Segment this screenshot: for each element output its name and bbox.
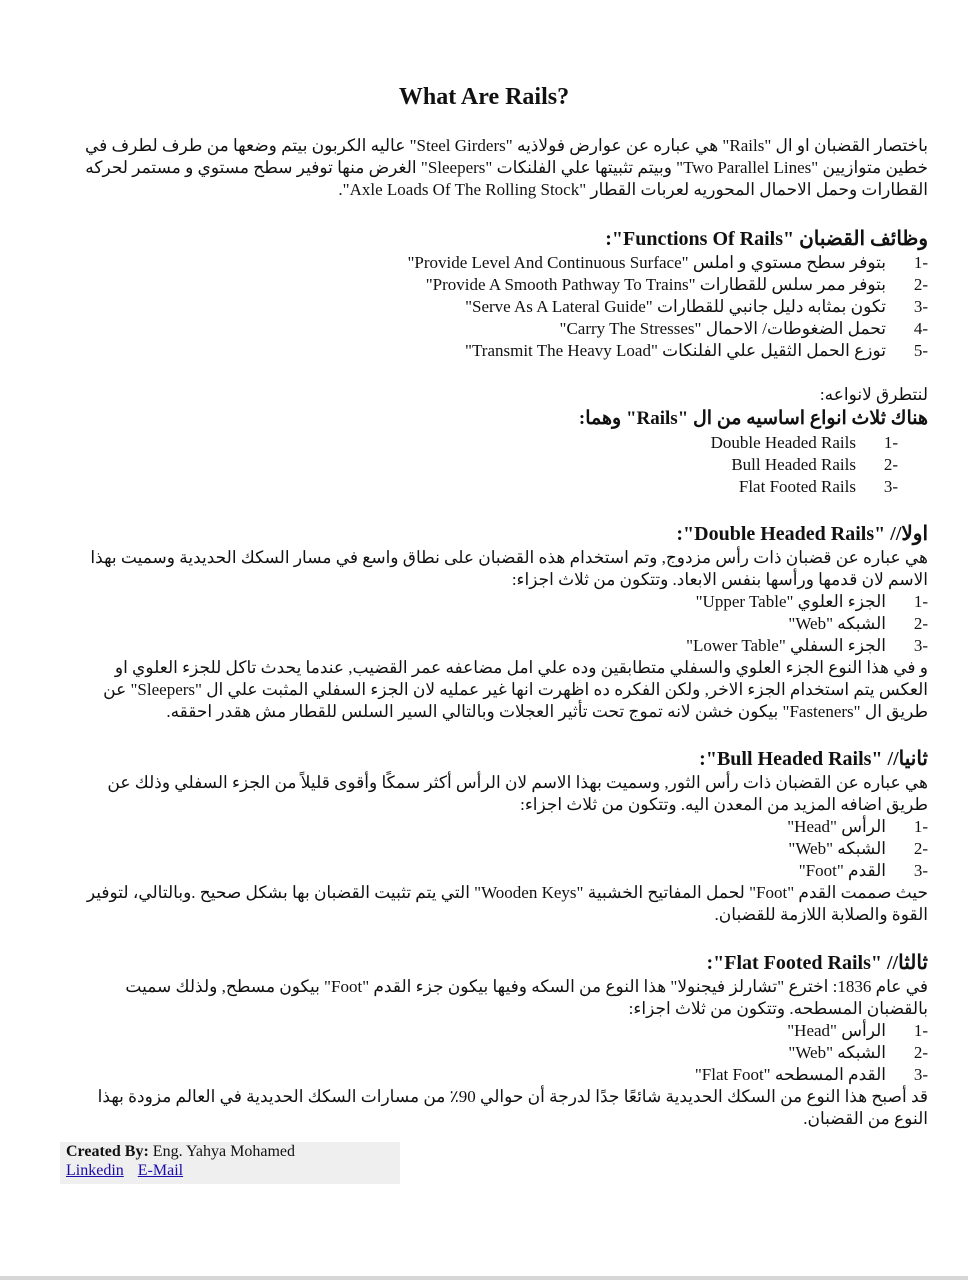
list-item-number: 3- <box>913 1065 928 1084</box>
list-item-number: 1- <box>913 1021 928 1040</box>
bull-headed-section <box>62 746 928 926</box>
linkedin-link[interactable]: Linkedin <box>66 1162 124 1179</box>
list-item-text: Double Headed Rails <box>710 433 856 452</box>
functions-list <box>62 252 928 362</box>
list-item-text: الرأس "Head" <box>787 1021 886 1040</box>
list-item-text: Flat Footed Rails <box>738 477 856 496</box>
list-item-number: 3- <box>883 477 898 496</box>
list-item-text: تكون بمثابه دليل جانبي للقطارات "Serve As A Lateral Guide" <box>465 297 886 316</box>
list-item-number: 3- <box>913 861 928 880</box>
bull-description: هي عباره عن القضبان ذات رأس الثور, وسميت بهذا الاسم لان الرأس أكثر سمكًا وأقوى قليلاً من الجزء السفلي وذلك عن طريق اضافه المزيد من المعدن اليه. وتتكون من ثلاث اجزاء: <box>107 773 928 814</box>
function-item <box>62 296 928 318</box>
list-item-number: 2- <box>913 614 928 633</box>
page-bottom-border <box>0 1276 968 1280</box>
types-heading: هناك ثلاث انواع اساسيه من ال "Rails" وهما: <box>578 408 928 429</box>
list-item-number: 3- <box>913 297 928 316</box>
list-item-text: الرأس "Head" <box>787 817 886 836</box>
created-by-label: Created By: <box>66 1143 149 1160</box>
credits-box <box>60 1142 400 1184</box>
flat-footed-section <box>62 950 928 1130</box>
types-section <box>62 384 928 498</box>
double-heading: اولا// "Double Headed Rails": <box>676 523 928 545</box>
credits-line <box>66 1142 394 1161</box>
list-item-text: الجزء العلوي "Upper Table" <box>695 592 886 611</box>
list-item-text: الشبكه "Web" <box>788 614 886 633</box>
double-description: هي عباره عن قضبان ذات رأس مزدوج, وتم استخدام هذه القضبان على نطاق واسع في مسار السكك الحديدية وسميت بهذا الاسم لان قدمها ورأسها بنفس الابعاد. وتتكون من ثلاث اجزاء: <box>90 548 928 589</box>
flat-heading: ثالثا// "Flat Footed Rails": <box>706 952 928 974</box>
flat-description: في عام 1836: اخترع "تشارلز فيجنولا" هذا النوع من السكه وفيها بيكون جزء القدم "Foot" بيكون مسطح, ولذلك سميت بالقضبان المسطحه. وتتكون من ثلاث اجزاء: <box>125 977 928 1018</box>
double-parts-list <box>62 591 928 657</box>
list-item-number: 1- <box>913 592 928 611</box>
flat-part-item <box>62 1042 928 1064</box>
bull-note: حيث صممت القدم "Foot" لحمل المفاتيح الخشبية "Wooden Keys" التي يتم تثبيت القضبان بها بشكل صحيح .وبالتالي، لتوفير القوة والصلابة اللازمة للقضبان. <box>86 883 928 924</box>
list-item-text: الشبكه "Web" <box>788 1043 886 1062</box>
list-item-text: توزع الحمل الثقيل علي الفلنكات "Transmit The Heavy Load" <box>465 341 886 360</box>
rail-type-item <box>62 454 898 476</box>
list-item-number: 2- <box>883 455 898 474</box>
list-item-number: 2- <box>913 839 928 858</box>
bull-heading: ثانيا// "Bull Headed Rails": <box>699 748 928 770</box>
list-item-number: 5- <box>913 341 928 360</box>
list-item-number: 1- <box>883 433 898 452</box>
bull-parts-list <box>62 816 928 882</box>
list-item-text: الشبكه "Web" <box>788 839 886 858</box>
function-item <box>62 274 928 296</box>
list-item-number: 1- <box>913 253 928 272</box>
double-part-item <box>62 591 928 613</box>
list-item-text: تحمل الضغوطات/ الاحمال "Carry The Stresses" <box>559 319 886 338</box>
list-item-text: بتوفر سطح مستوي و املس "Provide Level And Continuous Surface" <box>407 253 886 272</box>
list-item-text: بتوفر ممر سلس للقطارات "Provide A Smooth Pathway To Trains" <box>425 275 886 294</box>
list-item-number: 2- <box>913 275 928 294</box>
functions-section <box>62 226 928 362</box>
bull-part-item <box>62 838 928 860</box>
flat-part-item <box>62 1064 928 1086</box>
functions-heading: وظائف القضبان "Functions Of Rails": <box>605 228 928 250</box>
flat-note: قد أصبح هذا النوع من السكك الحديدية شائعًا جدًا لدرجة أن حوالي 90٪ من مسارات السكك الحديدية في العالم مزودة بهذا النوع من القضبان. <box>97 1087 928 1128</box>
list-item-text: الجزء السفلي "Lower Table" <box>686 636 886 655</box>
types-list <box>62 432 898 498</box>
list-item-number: 1- <box>913 817 928 836</box>
flat-part-item <box>62 1020 928 1042</box>
credits-links <box>66 1161 394 1180</box>
intro-paragraph: باختصار القضبان او ال "Rails" هي عباره عن عوارض فولاذيه "Steel Girders" عاليه الكربون بيتم وضعها من طرف لطرف في خطين متوازيين "Two Parallel Lines" وبيتم تثبيتها علي الفلنكات "Sleepers" الغرض منها توفير سطح مستوي و مستمر لحركه القطارات وحمل الاحمال المحوريه لعربات القطار "Axle Loads Of The Rolling Stock". <box>85 136 928 199</box>
rail-type-item <box>62 432 898 454</box>
list-item-number: 4- <box>913 319 928 338</box>
list-item-text: Bull Headed Rails <box>731 455 856 474</box>
list-item-number: 2- <box>913 1043 928 1062</box>
flat-parts-list <box>62 1020 928 1086</box>
function-item <box>62 340 928 362</box>
author-name: Eng. Yahya Mohamed <box>152 1143 296 1160</box>
list-item-text: القدم "Foot" <box>798 861 886 880</box>
list-item-text: القدم المسطحه "Flat Foot" <box>694 1065 886 1084</box>
rail-type-item <box>62 476 898 498</box>
email-link[interactable]: E-Mail <box>137 1162 184 1179</box>
function-item <box>62 252 928 274</box>
double-headed-section <box>62 521 928 723</box>
double-part-item <box>62 635 928 657</box>
bull-part-item <box>62 860 928 882</box>
page-title: What Are Rails? <box>398 84 570 110</box>
list-item-number: 3- <box>913 636 928 655</box>
double-part-item <box>62 613 928 635</box>
function-item <box>62 318 928 340</box>
bull-part-item <box>62 816 928 838</box>
types-intro: لنتطرق لانواعه: <box>819 385 928 404</box>
double-note: و في هذا النوع الجزء العلوي والسفلي متطابقين وده علي امل مضاعفه عمر القضيب, عندما يحدث تاكل للجزء العلوي او العكس يتم استخدام الجزء الاخر, ولكن الفكره ده اظهرت انها غير عمليه لان الجزء السفلي المثبت علي ال "Sleepers" عن طريق ال "Fasteners" بيكون خشن لانه تموج تحت تأثير العجلات وبالتالي السير السلس للقطار مش هقدر احققه. <box>103 658 928 721</box>
